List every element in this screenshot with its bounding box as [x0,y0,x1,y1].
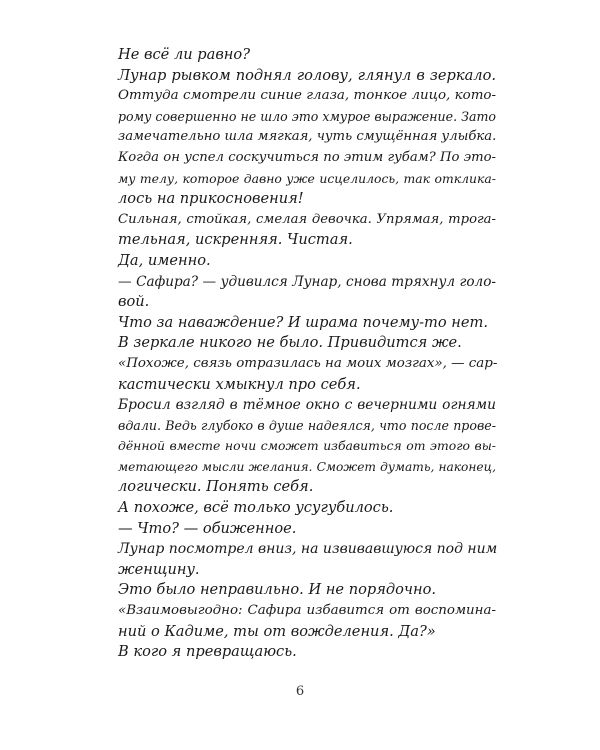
text-line: женщину. [118,560,200,578]
text-line: Когда он успел соскучиться по этим губам? По это- [118,149,496,165]
text-line: «Взаимовыгодно: Сафира избавится от воспомина- [118,603,496,619]
text-line: — Что? — обиженное. [118,519,297,537]
text-line: Что за наваждение? И шрама почему-то нет. [118,313,488,331]
text-line: ний о Кадиме, ты от вожделения. Да?» [118,622,436,640]
text-line: Лунар посмотрел вниз, на извивавшуюся под ним [118,541,498,558]
text-line: В зеркале никого не было. Привидится же. [118,334,462,352]
text-line: логически. Понять себя. [118,478,314,496]
text-line: метающего мысли желания. Сможет думать, наконец, [118,459,496,474]
text-line: вдали. Ведь глубоко в душе надеялся, что после прове- [118,417,496,433]
text-line: Лунар рывком поднял голову, глянул в зеркало. [118,66,496,84]
text-line: кастически хмыкнул про себя. [118,375,361,393]
text-line: замечательно шла мягкая, чуть смущённая улыбка. [118,129,497,145]
text-line: Сильная, стойкая, смелая девочка. Упрямая, трога- [118,211,496,227]
text-line: Оттуда смотрели синие глаза, тонкое лицо, кото- [118,88,496,104]
body-text [118,45,496,663]
text-line: — Сафира? — удивился Лунар, снова тряхнул голо- [118,273,496,290]
text-line: Бросил взгляд в тёмное окно с вечерними огнями [118,397,496,414]
text-line: вой. [118,293,150,311]
text-line: Да, именно. [118,251,211,269]
text-line: Это было неправильно. И не порядочно. [118,581,437,599]
text-line: «Похоже, связь отразилась на моих мозгах», — сар- [118,355,498,371]
page-number: 6 [295,684,305,699]
text-line: В кого я превращаюсь. [118,643,297,661]
text-line: му телу, которое давно уже исцелилось, так отклика- [118,170,496,186]
text-line: А похоже, всё только усугубилось. [118,499,394,517]
text-line: рому совершенно не шло это хмурое выражение. Зато [118,108,496,124]
text-line: дённой вместе ночи сможет избавиться от этого вы- [118,438,496,454]
text-line: тельная, искренняя. Чистая. [118,231,353,249]
text-line: Не всё ли равно? [118,46,251,63]
text-line: лось на прикосновения! [118,190,304,208]
